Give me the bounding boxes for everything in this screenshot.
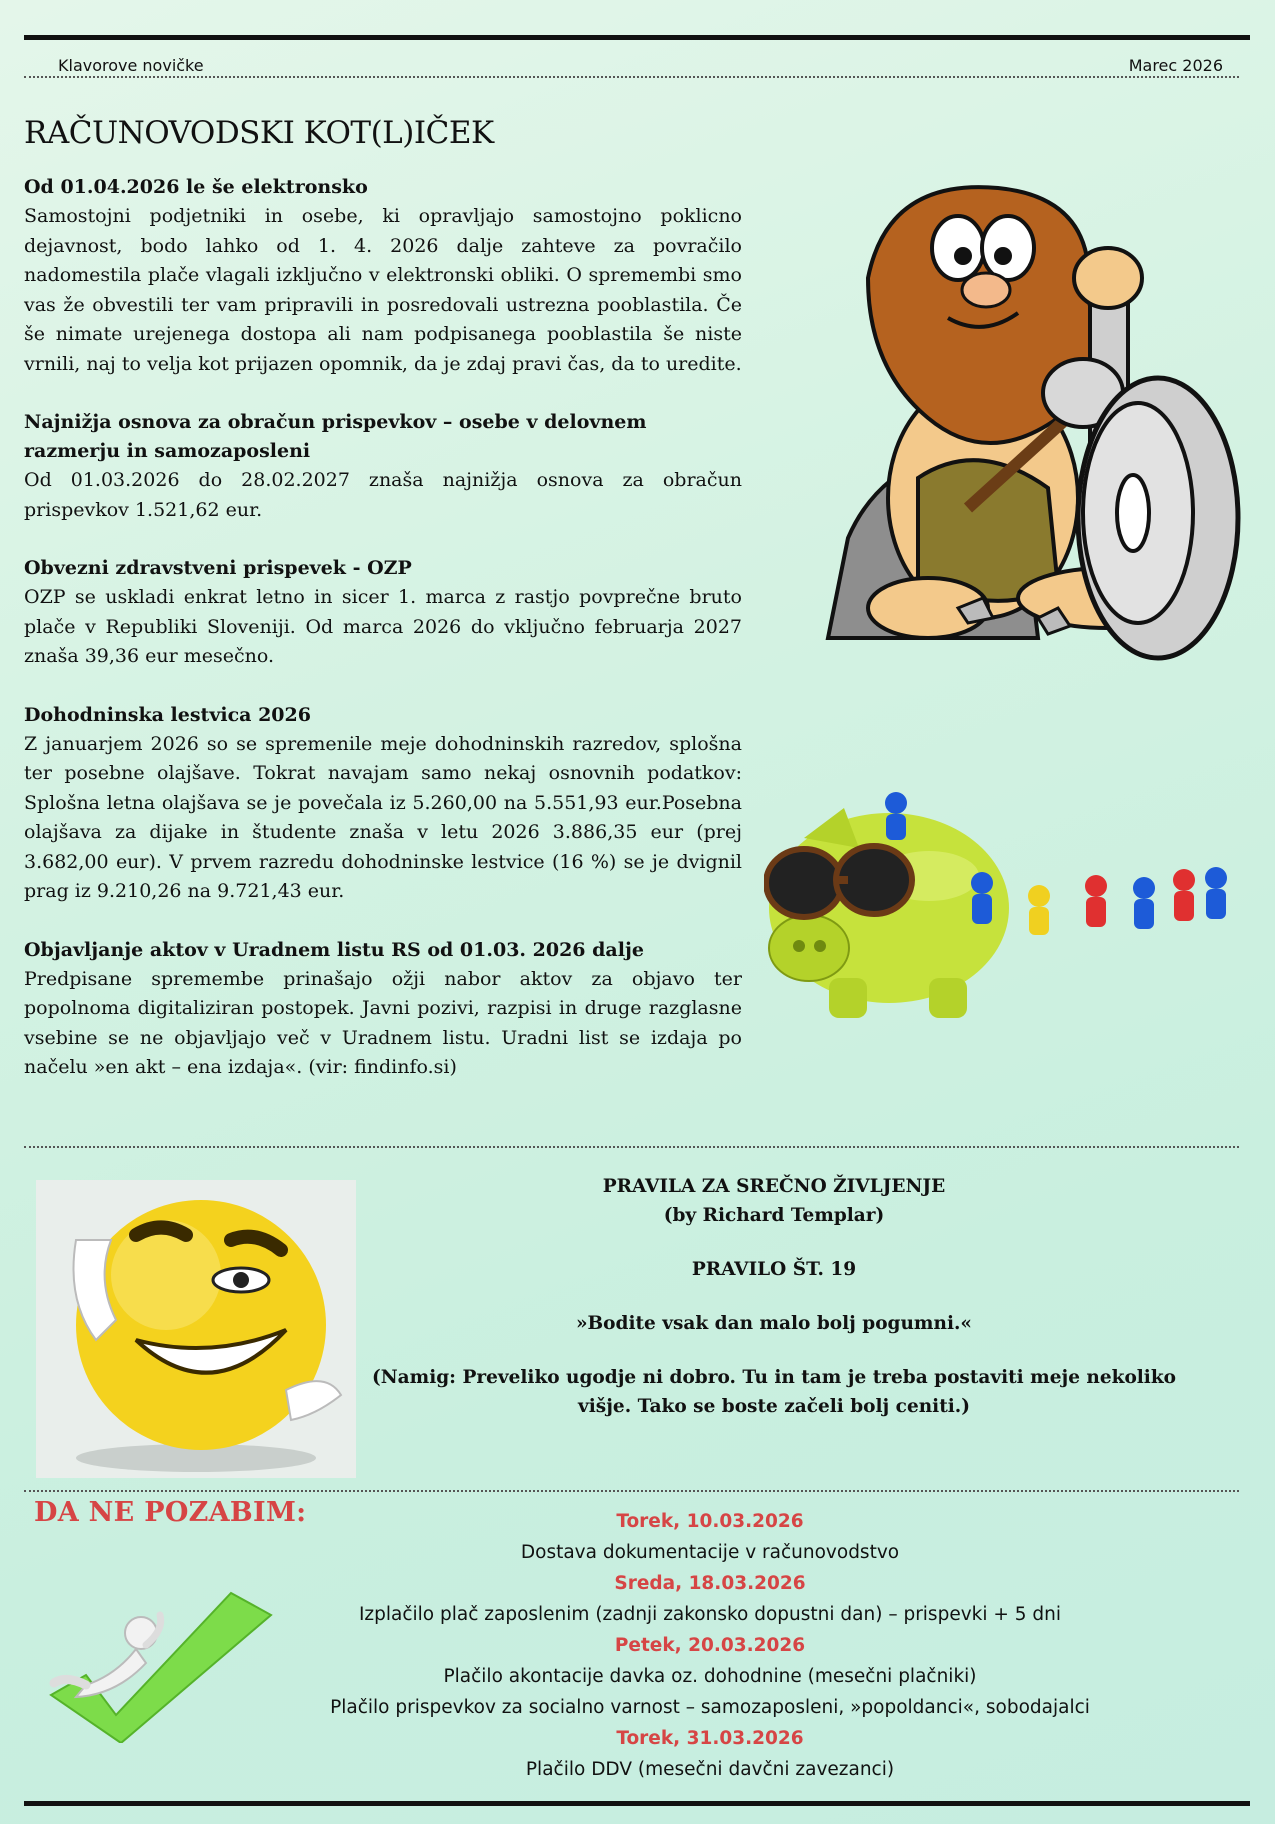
- rules-section: [358, 1172, 1190, 1421]
- rule-hint: (Namig: Preveliko ugodje ni dobro. Tu in tam je treba postaviti meje nekoliko višje. Tako se boste začeli bolj ceniti.): [371, 1367, 1176, 1417]
- top-rule: [24, 35, 1250, 40]
- article: [24, 408, 742, 525]
- article-body: OZP se uskladi enkrat letno in sicer 1. marca z rastjo povprečne bruto plače v Republiki Sloveniji. Od marca 2026 do vključno februarja 2027 znaša 39,36 eur mesečno.: [24, 586, 742, 667]
- piggy-bank-illustration: [764, 768, 1254, 1030]
- deadline-task: Izplačilo plač zaposlenim (zadnji zakonsko dopustni dan) – prispevki + 5 dni: [358, 1604, 1062, 1625]
- deadline-date: Sreda, 18.03.2026: [614, 1573, 806, 1594]
- article-body: Predpisane spremembe prinašajo ožji nabor aktov za objavo ter popolnoma digitaliziran postopek. Javni pozivi, razpisi in druge razglasne vsebine se ne objavljajo več v Uradnem listu. Uradni list se izdaja po načelu »en akt – ena izdaja«. (vir: findinfo.si): [24, 967, 742, 1078]
- rules-title: PRAVILA ZA SREČNO ŽIVLJENJE: [602, 1176, 946, 1197]
- article-heading: Obvezni zdravstveni prispevek - OZP: [24, 557, 412, 579]
- caveman-illustration: [808, 168, 1254, 696]
- deadline-task: Plačilo akontacije davka oz. dohodnine (mesečni plačniki): [443, 1666, 977, 1687]
- article-body: Z januarjem 2026 so se spremenile meje dohodninskih razredov, splošna ter posebne olajšave. Tokrat navajam samo nekaj osnovnih podatkov: Splošna letna olajšava se je povečala iz 5.260,00 na 5.551,93 eur.Posebna olajšava za dijake in študente znaša v letu 2026 3.886,35 eur (prej 3.682,00 eur). V prvem razredu dohodninske lestvice (16 %) se je dvignil prag iz 9.210,26 na 9.721,43 eur.: [24, 732, 742, 902]
- article: [24, 554, 742, 672]
- article-body: Od 01.03.2026 do 28.02.2027 znaša najnižja osnova za obračun prispevkov 1.521,62 eur.: [24, 469, 742, 521]
- issue-date: Marec 2026: [1128, 56, 1223, 75]
- article-heading: Najnižja osnova za obračun prispevkov – osebe v delovnem razmerju in samozaposleni: [24, 411, 647, 462]
- article-heading: Od 01.04.2026 le še elektronsko: [24, 176, 368, 198]
- article-body: Samostojni podjetniki in osebe, ki opravljajo samostojno poklicno dejavnost, bodo lahko od 1. 4. 2026 dalje zahteve za povračilo nadomestila plače vlagali izključno v elektronski obliki. O spremembi smo vas že obvestili ter vam pripravili in posredovali ustrezna pooblastila. Če še nimate urejenega dostopa ali nam podpisanega pooblastila še niste vrnili, naj to velja kot prijazen opomnik, da je zdaj pravi čas, da to uredite.: [24, 205, 742, 375]
- bottom-rule: [24, 1801, 1250, 1806]
- article: [24, 936, 742, 1083]
- deadline-list: [230, 1506, 1190, 1785]
- reminder-title: DA NE POZABIM:: [34, 1497, 307, 1528]
- rule-quote: »Bodite vsak dan malo bolj pogumni.«: [575, 1313, 972, 1334]
- deadline-date: Torek, 10.03.2026: [616, 1511, 804, 1532]
- section-divider: [24, 1490, 1239, 1492]
- article-heading: Objavljanje aktov v Uradnem listu RS od 01.03. 2026 dalje: [24, 938, 644, 961]
- deadline-task: Plačilo DDV (mesečni davčni zavezanci): [525, 1759, 895, 1780]
- deadline-date: Petek, 20.03.2026: [614, 1635, 806, 1656]
- article-list: [24, 173, 742, 1112]
- article-heading: Dohodninska lestvica 2026: [24, 703, 311, 726]
- header-divider: [24, 76, 1239, 78]
- smiley-illustration: [36, 1180, 356, 1478]
- deadline-task: Plačilo prispevkov za socialno varnost – samozaposleni, »popoldanci«, sobodajalci: [330, 1697, 1090, 1718]
- newsletter-name: Klavorove novičke: [58, 56, 204, 75]
- article: [24, 701, 742, 907]
- deadline-task: Dostava dokumentacije v računovodstvo: [520, 1542, 900, 1563]
- page-title: RAČUNOVODSKI KOT(L)IČEK: [24, 115, 494, 151]
- article: [24, 173, 742, 379]
- rules-author: (by Richard Templar): [663, 1205, 885, 1226]
- deadline-date: Torek, 31.03.2026: [616, 1728, 804, 1749]
- rule-number: PRAVILO ŠT. 19: [691, 1259, 857, 1280]
- section-divider: [24, 1146, 1239, 1148]
